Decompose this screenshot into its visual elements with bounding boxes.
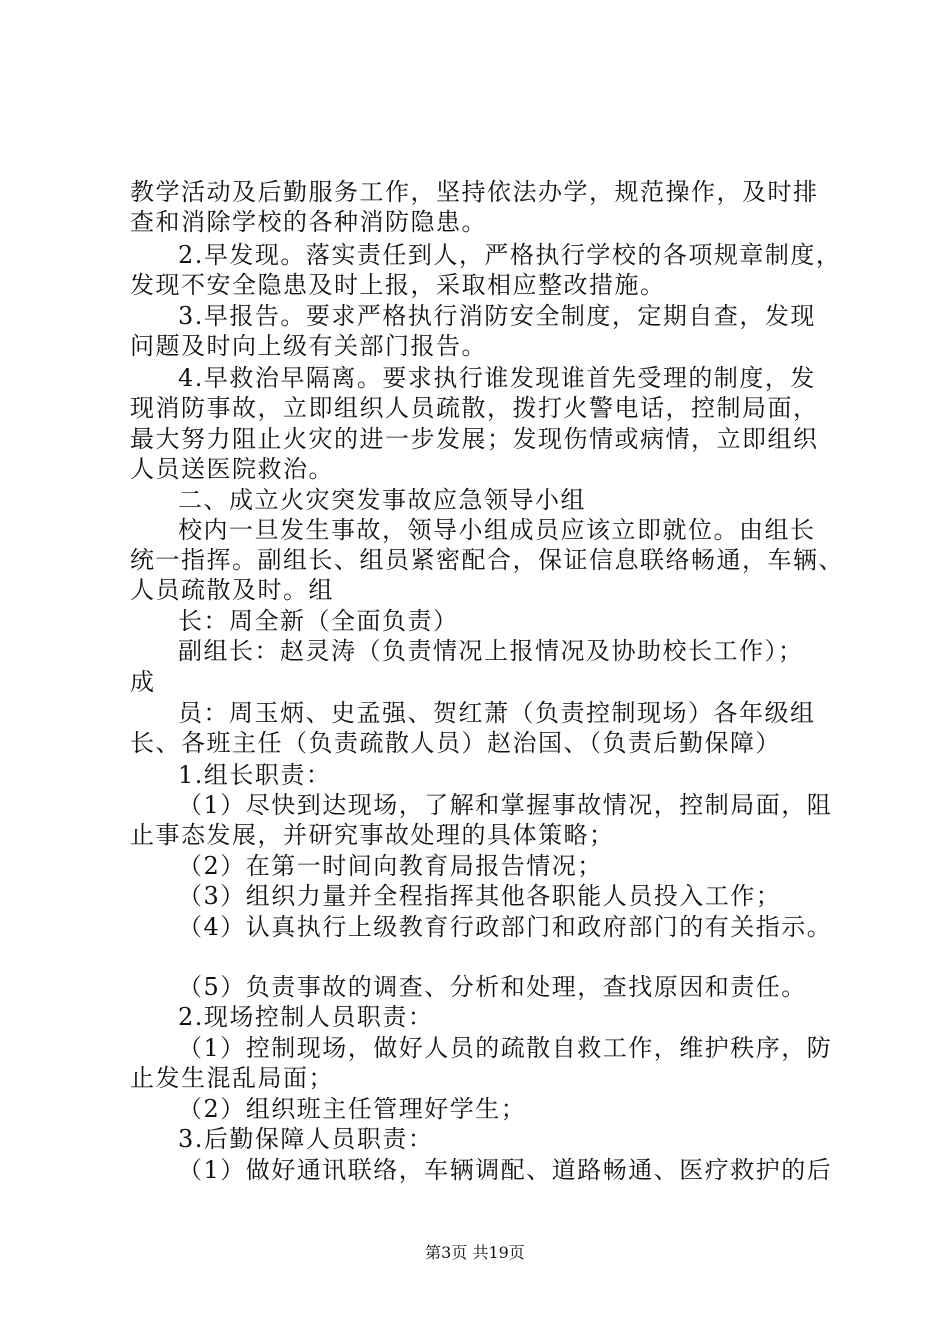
text-line: 长、各班主任（负责疏散人员）赵治国、（负责后勤保障） — [130, 729, 781, 757]
text-line: （3）组织力量并全程指挥其他各职能人员投入工作； — [178, 882, 782, 910]
text-line: 人员送医院救治。 — [130, 455, 334, 483]
text-line: （5）负责事故的调查、分析和处理，查找原因和责任。 — [178, 973, 807, 1001]
text-line: 止事态发展，并研究事故处理的具体策略； — [130, 821, 615, 849]
page-footer: 第3页 共19页 — [425, 1243, 525, 1262]
text-line: 止发生混乱局面； — [130, 1064, 334, 1092]
text-line: （2）组织班主任管理好学生； — [178, 1095, 527, 1123]
text-line: 3.后勤保障人员职责： — [178, 1125, 434, 1153]
text-line: 员：周玉炳、史孟强、贺红萧（负责控制现场）各年级组 — [178, 699, 816, 727]
text-line: 统一指挥。副组长、组员紧密配合，保证信息联络畅通，车辆、 — [130, 546, 844, 574]
text-line: （4）认真执行上级教育行政部门和政府部门的有关指示。 — [178, 913, 833, 941]
text-line: （1）控制现场，做好人员的疏散自救工作，维护秩序，防 — [178, 1034, 833, 1062]
text-line: （2）在第一时间向教育局报告情况； — [178, 852, 603, 880]
text-line: （1）尽快到达现场，了解和掌握事故情况，控制局面，阻 — [178, 791, 833, 819]
text-line: 3.早报告。要求严格执行消防安全制度，定期自查，发现 — [178, 302, 816, 330]
text-line: 查和消除学校的各种消防隐患。 — [130, 208, 487, 236]
text-line: 2.现场控制人员职责： — [178, 1003, 434, 1031]
text-line: 最大努力阻止火灾的进一步发展；发现伤情或病情，立即组织 — [130, 425, 819, 453]
text-line: 副组长：赵灵涛（负责情况上报情况及协助校长工作）； — [178, 637, 804, 665]
text-line: 问题及时向上级有关部门报告。 — [130, 332, 487, 360]
text-line: 发现不安全隐患及时上报，采取相应整改措施。 — [130, 271, 666, 299]
text-line: 成 — [130, 668, 156, 696]
text-line: （1）做好通讯联络，车辆调配、道路畅通、医疗救护的后 — [178, 1156, 833, 1184]
text-line: 2.早发现。落实责任到人，严格执行学校的各项规章制度， — [178, 241, 842, 269]
section-heading: 二、成立火灾突发事故应急领导小组 — [178, 486, 586, 514]
text-line: 1.组长职责： — [178, 761, 332, 789]
text-line: 教学活动及后勤服务工作，坚持依法办学，规范操作，及时排 — [130, 178, 819, 206]
text-line: 长：周全新（全面负责） — [178, 607, 459, 635]
text-line: 人员疏散及时。组 — [130, 576, 334, 604]
text-line: 现消防事故，立即组织人员疏散，拨打火警电话，控制局面， — [130, 394, 819, 422]
text-line: 4.早救治早隔离。要求执行谁发现谁首先受理的制度，发 — [178, 364, 816, 392]
text-line: 校内一旦发生事故，领导小组成员应该立即就位。由组长 — [178, 516, 816, 544]
